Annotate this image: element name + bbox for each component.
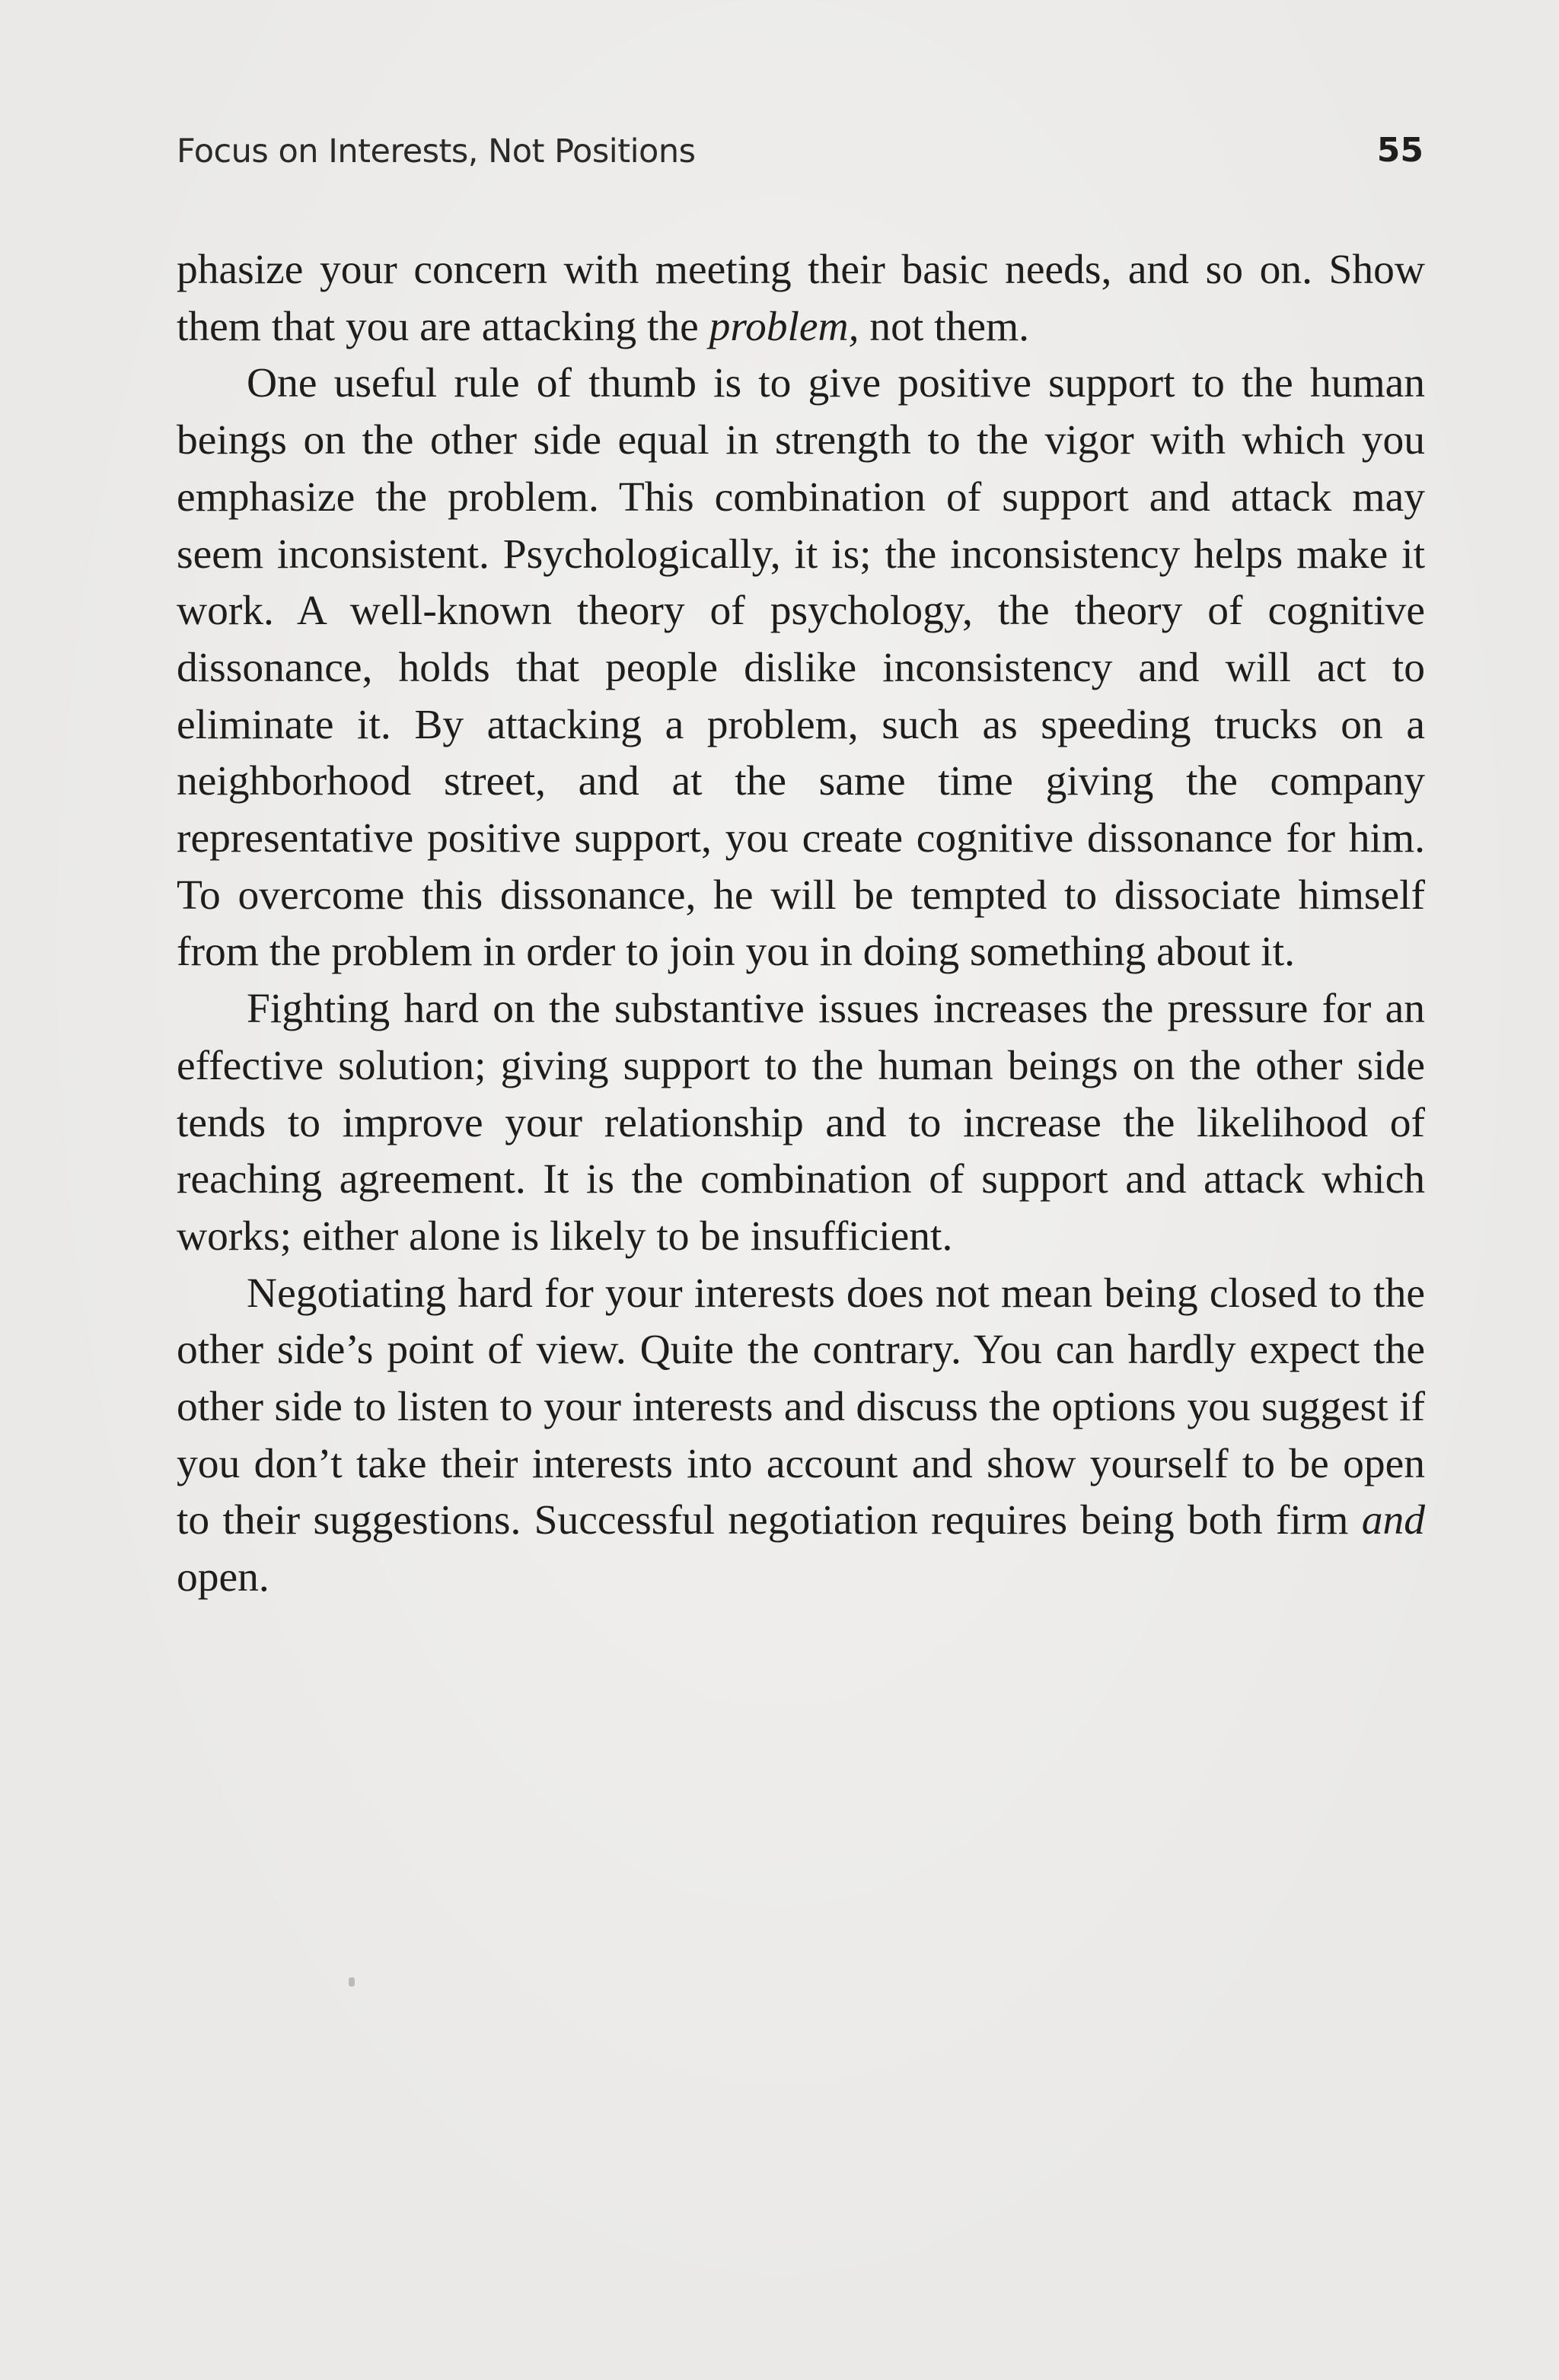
emphasis-text: problem, [709,303,859,350]
running-header [177,128,1424,181]
paragraph-text: not them. [859,303,1030,350]
emphasis-text: and [1361,1497,1425,1544]
paragraph: Fighting hard on the substantive issues increases the pressure for an effective solution; giving support to the human beings on the other side tends to improve your relationship and to increase the likelihood of reaching agreement. It is the combination of support and attack which works; either alone is likely to be insufficient. [177,986,1425,1260]
paragraph-text: phasize your concern with meeting their basic needs, and so on. Show them that you are attacking the [177,247,1425,350]
paragraph-text: open. [177,1554,269,1601]
body-text [177,242,1425,1607]
paragraph [177,242,1425,355]
paragraph [177,1266,1425,1607]
paragraph-text: Negotiating hard for your interests does not mean being closed to the other side’s point of view. Quite the contrary. You can hardly expect the other side to listen to your interests and discuss the options you suggest if you don’t take their interests into account and show yourself to be open to their suggestions. Successful negotiation requires being both firm [177,1270,1425,1544]
running-title: Focus on Interests, Not Positions [177,132,696,170]
paragraph: One useful rule of thumb is to give positive support to the human beings on the other side equal in strength to the vigor with which you emphasize the problem. This combination of support and attack may seem inconsistent. Psychologically, it is; the inconsistency helps make it work. A well-known theory of psychology, the theory of cognitive dissonance, holds that people dislike inconsistency and will act to eliminate it. By attacking a problem, such as speeding trucks on a neighborhood street, and at the same time giving the company representative positive support, you create cognitive dissonance for him. To overcome this dissonance, he will be tempted to dissociate himself from the problem in order to join you in doing something about it. [177,360,1425,976]
scan-speck [349,1977,355,1987]
page-number: 55 [1376,131,1424,170]
